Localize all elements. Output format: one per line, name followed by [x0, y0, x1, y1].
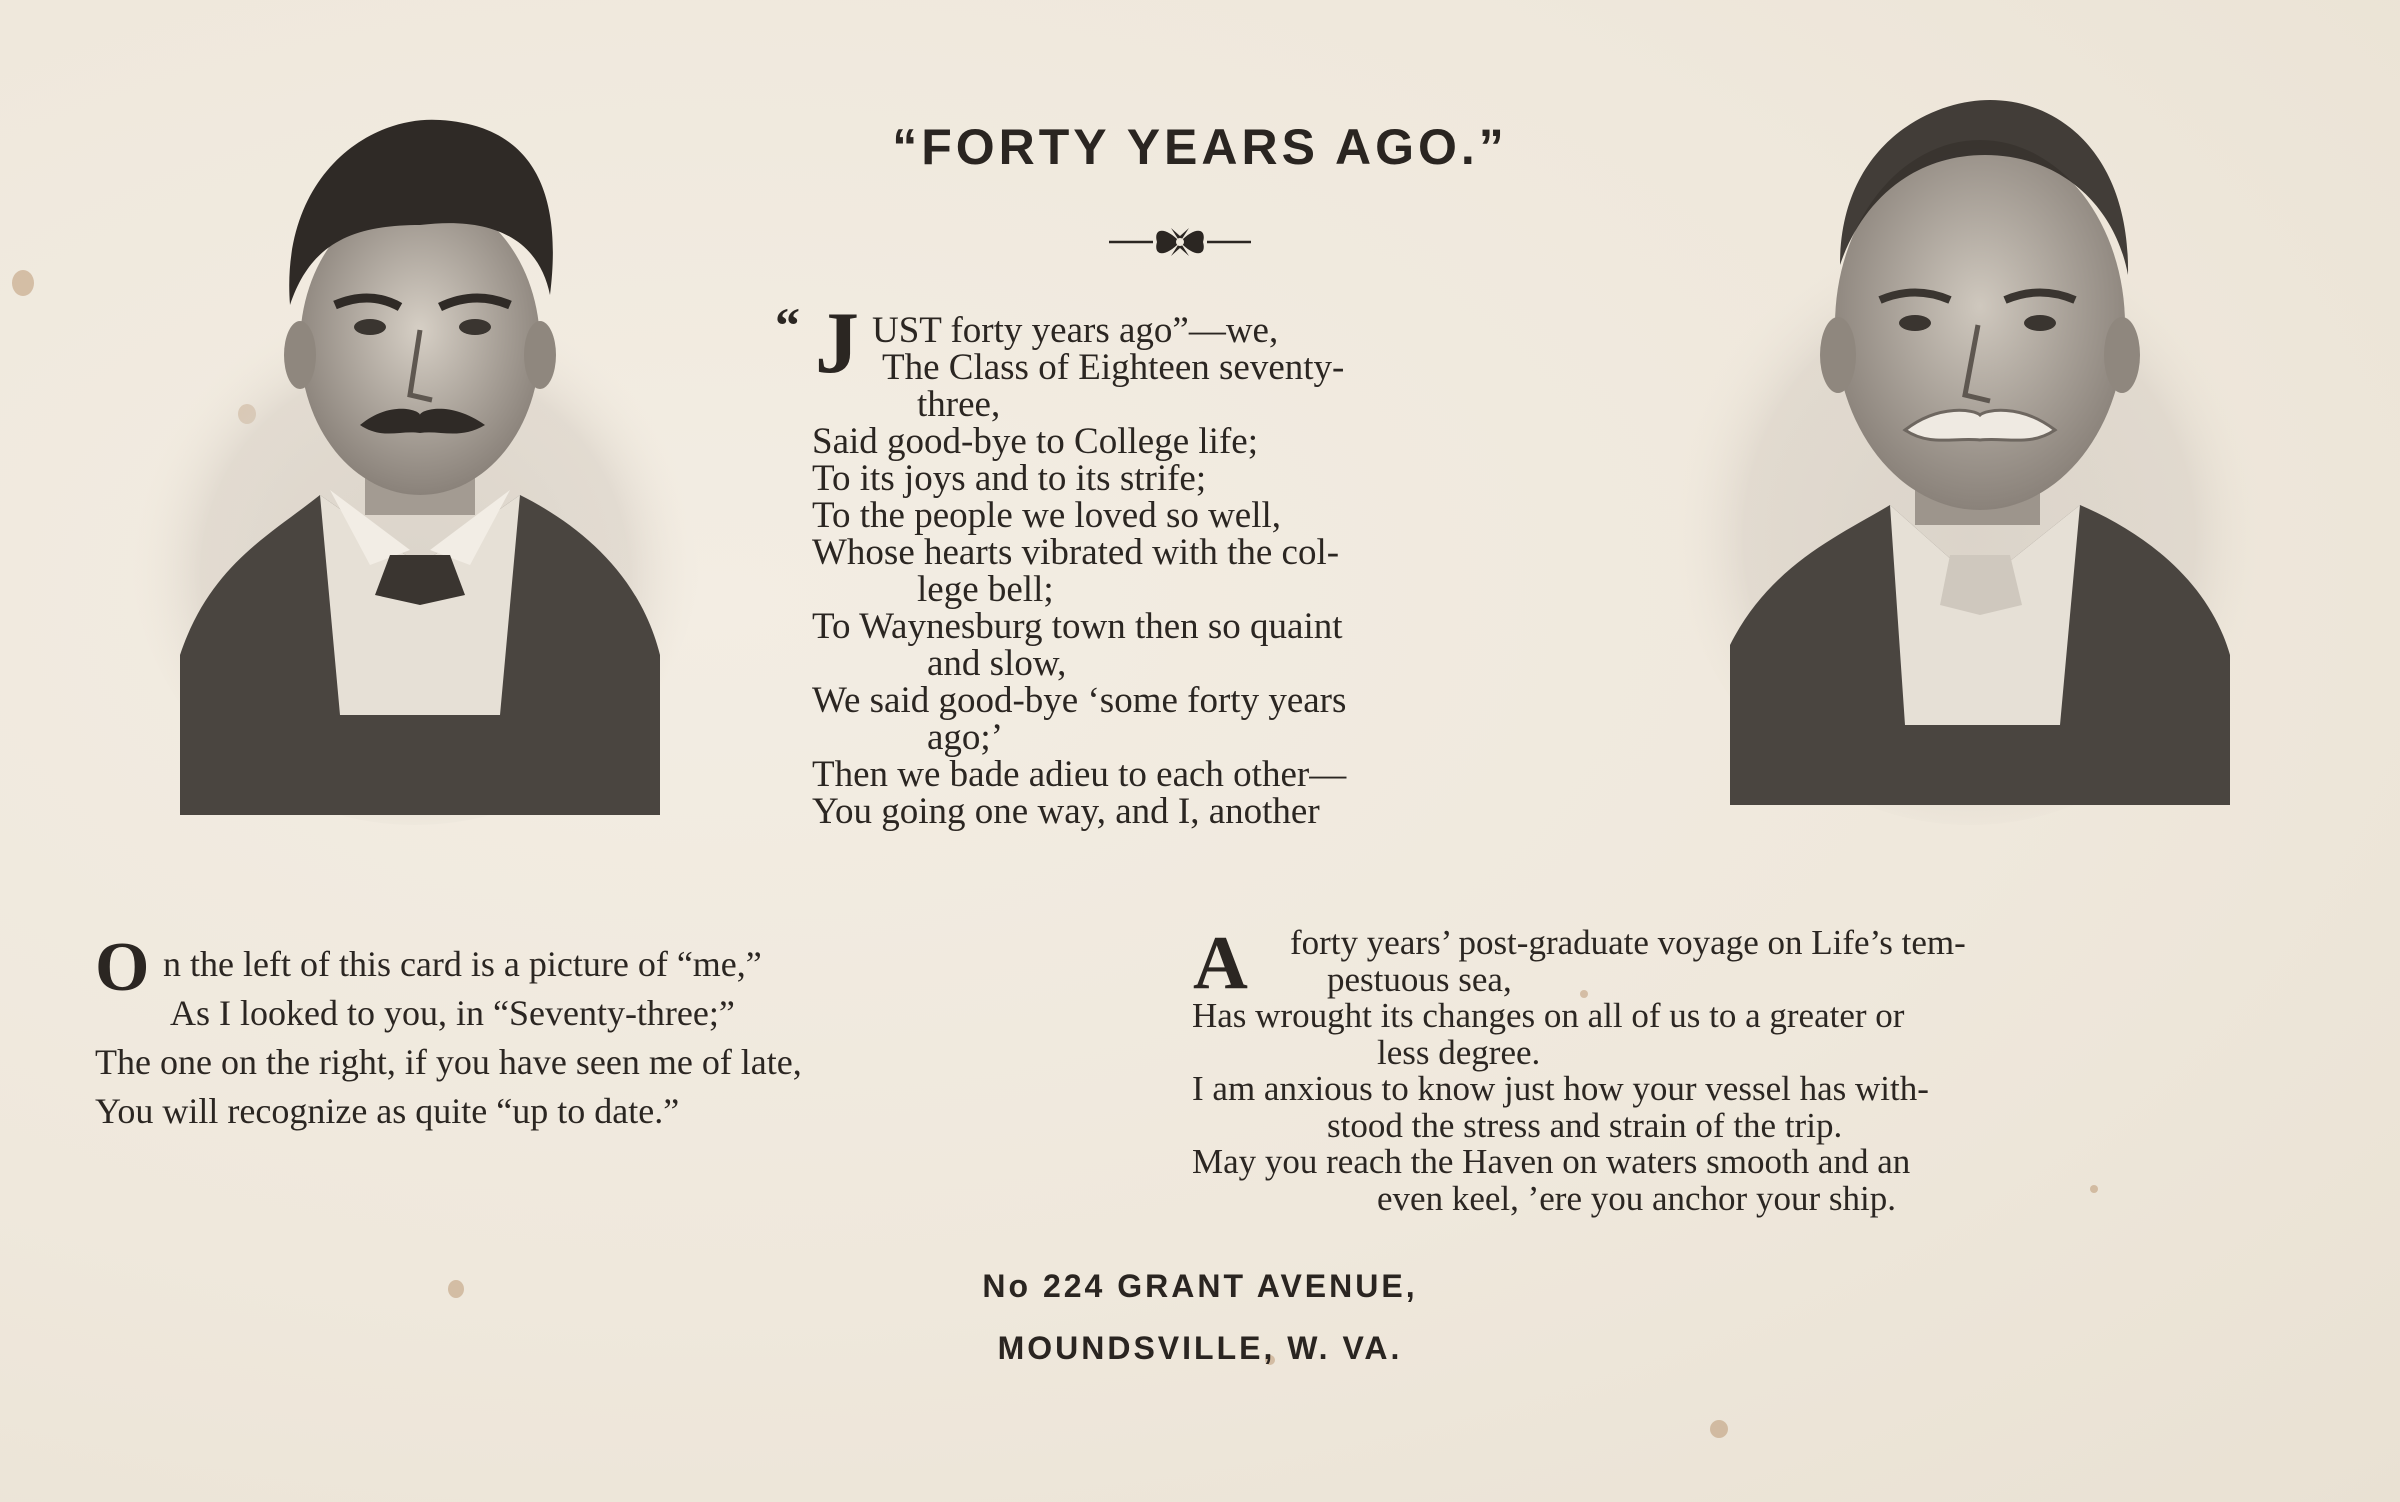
poem-line: You going one way, and I, another	[812, 791, 1320, 832]
foxing-spot	[12, 270, 34, 296]
verse-line: You will recognize as quite “up to date.”	[95, 1091, 680, 1131]
verse-line: even keel, ’ere you anchor your ship.	[1377, 1178, 1896, 1218]
poem-open-quote: “	[775, 297, 800, 353]
verse-line: The one on the right, if you have seen me of late,	[95, 1042, 802, 1082]
poem-line: ago;’	[927, 717, 1004, 758]
poem-line: To its joys and to its strife;	[812, 458, 1207, 499]
poem-line: three,	[917, 384, 1001, 425]
poem-line: The Class of Eighteen seventy-	[882, 347, 1345, 388]
young-man-portrait	[120, 95, 720, 835]
poem-line: To the people we loved so well,	[812, 495, 1282, 536]
verse-line: stood the stress and strain of the trip.	[1327, 1105, 1843, 1145]
foxing-spot	[448, 1280, 464, 1298]
verse-line: less degree.	[1377, 1032, 1541, 1072]
address-street: No 224 GRANT AVENUE,	[982, 1268, 1418, 1304]
verse-right-drop-cap: A	[1193, 921, 1248, 1005]
verse-line: pestuous sea,	[1327, 959, 1512, 999]
poem-line: Whose hearts vibrated with the col-	[812, 532, 1340, 573]
poem-body	[812, 312, 1612, 830]
page-title: “FORTY YEARS AGO.”	[892, 119, 1508, 175]
poem-line: Then we bade adieu to each other—	[812, 754, 1347, 795]
address-city: MOUNDSVILLE, W. VA.	[997, 1330, 1403, 1366]
poem-drop-cap: J	[815, 295, 859, 392]
poem-line: We said good-bye ‘some forty years	[812, 680, 1347, 721]
floral-divider-icon	[1105, 222, 1255, 262]
poem-line: lege bell;	[917, 569, 1054, 610]
poem-line: and slow,	[927, 643, 1067, 684]
verse-right	[1192, 921, 2312, 1218]
verse-left-drop-cap: O	[95, 929, 150, 1006]
poem-line: UST forty years ago”—we,	[872, 310, 1279, 351]
older-man-portrait	[1650, 85, 2290, 825]
verse-line: Has wrought its changes on all of us to a greater or	[1192, 996, 1905, 1035]
poem-line: Said good-bye to College life;	[812, 421, 1258, 462]
verse-line: forty years’ post-graduate voyage on Life’s tem-	[1290, 923, 1966, 962]
verse-line: I am anxious to know just how your vessel has with-	[1192, 1069, 1929, 1108]
verse-line: May you reach the Haven on waters smooth and an	[1192, 1142, 1911, 1181]
verse-left	[95, 940, 1175, 1136]
foxing-spot	[1710, 1420, 1728, 1438]
verse-line: As I looked to you, in “Seventy-three;”	[170, 993, 735, 1033]
poem-line: To Waynesburg town then so quaint	[812, 606, 1343, 647]
verse-line: n the left of this card is a picture of “me,”	[163, 944, 762, 984]
